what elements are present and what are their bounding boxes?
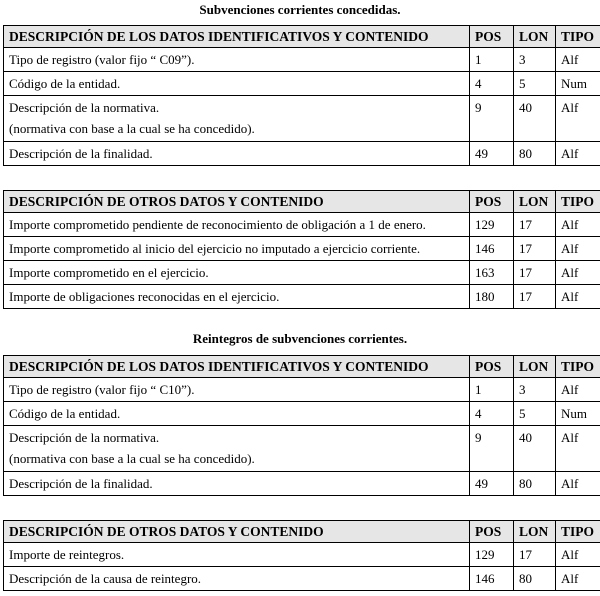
header-descripcion: DESCRIPCIÓN DE OTROS DATOS Y CONTENIDO xyxy=(4,191,470,213)
cell-desc-multiline xyxy=(4,96,470,142)
header-lon: LON xyxy=(514,521,556,543)
cell-desc-line2: (normativa con base a la cual se ha concedido). xyxy=(9,451,255,466)
cell-lon: 5 xyxy=(514,402,556,426)
cell-pos: 146 xyxy=(470,237,514,261)
cell-pos: 1 xyxy=(470,378,514,402)
cell-desc: Importe de reintegros. xyxy=(4,543,470,567)
cell-tipo: Alf xyxy=(556,285,600,309)
cell-desc: Tipo de registro (valor fijo “ C09”). xyxy=(4,48,470,72)
table-otros-datos-c10 xyxy=(3,520,600,591)
table-row xyxy=(4,378,600,402)
cell-pos: 49 xyxy=(470,142,514,166)
cell-tipo: Alf xyxy=(556,48,600,72)
section-title-subvenciones: Subvenciones corrientes concedidas. xyxy=(199,2,401,17)
cell-desc: Código de la entidad. xyxy=(4,402,470,426)
cell-lon: 80 xyxy=(514,567,556,591)
header-tipo: TIPO xyxy=(556,191,600,213)
header-lon: LON xyxy=(514,191,556,213)
cell-lon: 17 xyxy=(514,285,556,309)
cell-tipo: Alf xyxy=(556,567,600,591)
cell-lon: 80 xyxy=(514,142,556,166)
table-row xyxy=(4,543,600,567)
cell-desc: Importe de obligaciones reconocidas en el ejercicio. xyxy=(4,285,470,309)
table-otros-datos-c09 xyxy=(3,190,600,309)
table-row xyxy=(4,472,600,496)
cell-pos: 146 xyxy=(470,567,514,591)
table-identificativos-c09 xyxy=(3,25,600,166)
cell-desc: Descripción de la finalidad. xyxy=(4,142,470,166)
cell-desc: Importe comprometido pendiente de reconocimiento de obligación a 1 de enero. xyxy=(4,213,470,237)
header-lon: LON xyxy=(514,26,556,48)
table-header-row xyxy=(4,356,600,378)
cell-desc-line1: Descripción de la normativa. xyxy=(9,430,160,445)
cell-tipo: Alf xyxy=(556,142,600,166)
table-row xyxy=(4,261,600,285)
cell-desc: Descripción de la causa de reintegro. xyxy=(4,567,470,591)
table-header-row xyxy=(4,26,600,48)
table-row xyxy=(4,213,600,237)
table-header-row xyxy=(4,521,600,543)
cell-pos: 129 xyxy=(470,543,514,567)
cell-desc: Código de la entidad. xyxy=(4,72,470,96)
cell-pos: 129 xyxy=(470,213,514,237)
cell-desc: Descripción de la finalidad. xyxy=(4,472,470,496)
cell-pos: 163 xyxy=(470,261,514,285)
table-identificativos-c10 xyxy=(3,355,600,496)
cell-lon: 3 xyxy=(514,378,556,402)
cell-pos: 9 xyxy=(470,426,514,472)
cell-desc: Tipo de registro (valor fijo “ C10”). xyxy=(4,378,470,402)
header-tipo: TIPO xyxy=(556,26,600,48)
table-row xyxy=(4,426,600,472)
header-descripcion: DESCRIPCIÓN DE OTROS DATOS Y CONTENIDO xyxy=(4,521,470,543)
cell-tipo: Alf xyxy=(556,378,600,402)
cell-lon: 17 xyxy=(514,261,556,285)
cell-pos: 9 xyxy=(470,96,514,142)
cell-tipo: Alf xyxy=(556,472,600,496)
section-title-reintegros: Reintegros de subvenciones corrientes. xyxy=(192,331,408,346)
cell-desc-line1: Descripción de la normativa. xyxy=(9,100,160,115)
cell-pos: 49 xyxy=(470,472,514,496)
cell-lon: 17 xyxy=(514,237,556,261)
cell-lon: 3 xyxy=(514,48,556,72)
table-row xyxy=(4,237,600,261)
header-descripcion: DESCRIPCIÓN DE LOS DATOS IDENTIFICATIVOS Y CONTENIDO xyxy=(4,356,470,378)
cell-pos: 1 xyxy=(470,48,514,72)
cell-desc-line2: (normativa con base a la cual se ha concedido). xyxy=(9,121,255,136)
cell-pos: 4 xyxy=(470,72,514,96)
table-row xyxy=(4,142,600,166)
table-row xyxy=(4,567,600,591)
cell-tipo: Alf xyxy=(556,261,600,285)
table-row xyxy=(4,72,600,96)
cell-lon: 17 xyxy=(514,213,556,237)
header-tipo: TIPO xyxy=(556,521,600,543)
header-pos: POS xyxy=(470,356,514,378)
cell-desc: Importe comprometido al inicio del ejercicio no imputado a ejercicio corriente. xyxy=(4,237,470,261)
cell-tipo: Alf xyxy=(556,426,600,472)
cell-lon: 40 xyxy=(514,426,556,472)
cell-lon: 5 xyxy=(514,72,556,96)
cell-lon: 80 xyxy=(514,472,556,496)
header-pos: POS xyxy=(470,191,514,213)
cell-lon: 17 xyxy=(514,543,556,567)
table-header-row xyxy=(4,191,600,213)
header-pos: POS xyxy=(470,521,514,543)
cell-desc-multiline xyxy=(4,426,470,472)
table-row xyxy=(4,96,600,142)
cell-pos: 4 xyxy=(470,402,514,426)
cell-tipo: Alf xyxy=(556,96,600,142)
header-descripcion: DESCRIPCIÓN DE LOS DATOS IDENTIFICATIVOS Y CONTENIDO xyxy=(4,26,470,48)
header-tipo: TIPO xyxy=(556,356,600,378)
table-row xyxy=(4,285,600,309)
table-row xyxy=(4,48,600,72)
header-lon: LON xyxy=(514,356,556,378)
cell-pos: 180 xyxy=(470,285,514,309)
header-pos: POS xyxy=(470,26,514,48)
cell-desc: Importe comprometido en el ejercicio. xyxy=(4,261,470,285)
cell-tipo: Alf xyxy=(556,237,600,261)
table-row xyxy=(4,402,600,426)
cell-tipo: Alf xyxy=(556,543,600,567)
cell-tipo: Num xyxy=(556,402,600,426)
cell-tipo: Num xyxy=(556,72,600,96)
cell-lon: 40 xyxy=(514,96,556,142)
cell-tipo: Alf xyxy=(556,213,600,237)
